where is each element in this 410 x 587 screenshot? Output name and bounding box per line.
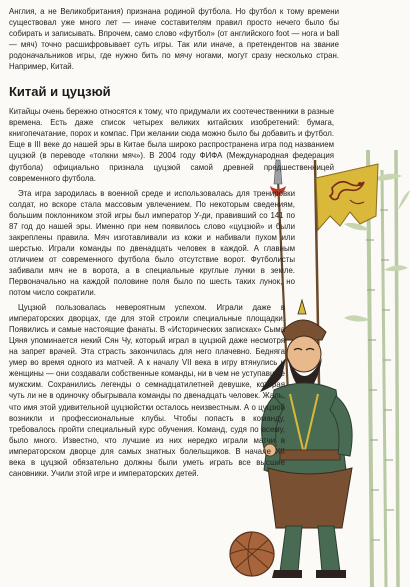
ball-icon	[230, 532, 274, 576]
paragraph-2: Эта игра зародилась в военной среде и использовалась для тренировки солдат, но вскоре стала массовым увлечением. По некоторым сведениям, большим поклонником этой игры был император У-ди, правивший со 141 по 87 год до нашей эры. Именно при нем появилось слово «цуцзюй» и были закреплены правила. Мяч изготавливали из кожи и набивали пухом или шерстью. Играли команды по двенадцать человек в каждой. А главным отличием от современного футбола было отсутствие ворот. Футболисты забивали мяч не в ворота, а в специальные круглые лунки в земле. Первоначально на каждой половине поля было по шесть таких лунок, но потом число сократили.	[9, 188, 295, 298]
paragraph-1: Китайцы очень бережно относятся к тому, что придумали их соотечественники в разные времена. Есть даже список четырех великих китайских изобретений: бумага, книгопечатание, порох и компас. При желании сюда можно было бы добавить и футбол. Еще в III веке до нашей эры в Китае была широко распространена игра под названием цуцзюй (в переводе «толкни мяч»). В 2004 году ФИФА (Международная федерация футбола) официально признала цуцзюй самой древней предшественницей современного футбола.	[9, 107, 334, 183]
section-heading: Китай и цуцзюй	[9, 84, 111, 100]
paragraph-3: Цуцзюй пользовалась невероятным успехом. Играли даже в императорских дворцах, где для этой строили специальные площадки. Появились и самые настоящие фанаты. В «Исторических записках» Сыма Цяня упоминается некий Сян Чу, который играл в цуцзюй даже несмотря на запрет врачей. Эта страсть закончилась для него плачевно. Бедняга умер во время одного из матчей. А к началу VII века в игру втянулись и женщины — они создавали собственные команды, ни в чем не уступавшие мужским. Сохранились легенды о семнадцатилетней девушке, которая чуть ли не в одиночку обыгрывала команды по двенадцать человек. Жаль, что имя этой удивительной цуцзюйстки осталось неизвестным. А о цуцзюй возникли и профессиональные клубы. Чтобы попасть в команду, требовалось пройти специальный курс обучения. Команд, судя по всему, было много. Известно, что лучшие из них нередко играли матчи в императорском дворце для самых знатных болельщиков. В начале XII века в цуцзюй обязательно должны были уметь играть все высшие сановники. Учили этой игре и императорских детей.	[9, 303, 285, 478]
text-column	[9, 6, 339, 479]
intro-paragraph: Англия, а не Великобритания) признана родиной футбола. Но футбол к тому времени существовал уже много лет — иначе составителям правил просто нечего было бы собирать и записывать. Впрочем, само слово «футбол» (от английского foot — нога и ball — мяч) точно расшифровывает суть игры. Так или иначе, а претендентов на звание родоначальников игры, где нужно бить по мячу ногами, могут сразу несколько стран. Например, Китай.	[9, 7, 339, 72]
